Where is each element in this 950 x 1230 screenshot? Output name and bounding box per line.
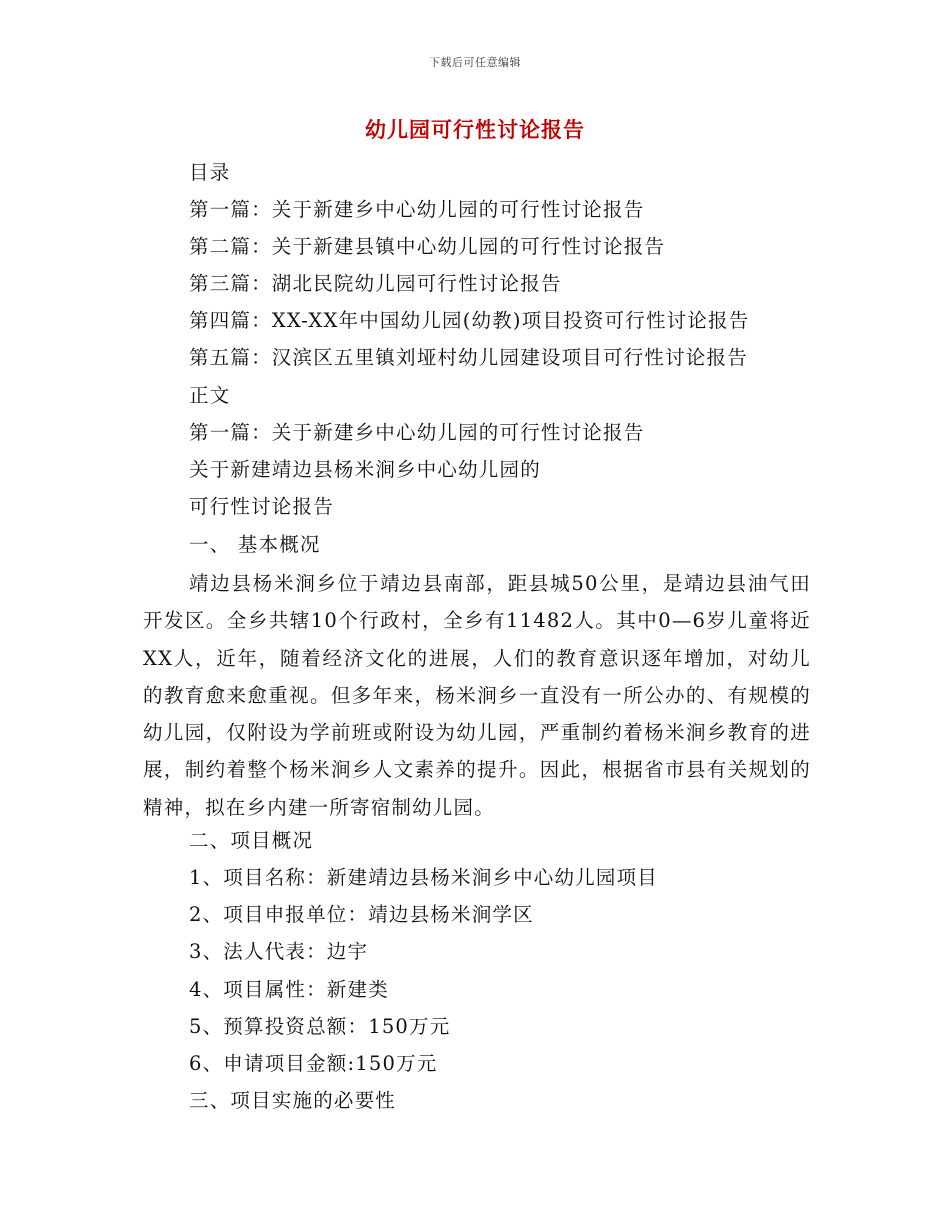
report-title-line: 关于新建靖边县杨米涧乡中心幼儿园的 (189, 458, 541, 481)
project-item: 6、申请项目金额:150万元 (189, 1052, 438, 1075)
section-paragraph: 靖边县杨米涧乡位于靖边县南部，距县城50公里，是靖边县油气田开发区。全乡共辖10个行政村，全乡有11482人。其中0—6岁儿童将近XX人，近年，随着经济文化的进展，人们的教育意识逐年增加，对幼儿的教育愈来愈重视。但多年来，杨米涧乡一直没有一所公办的、有规模的幼儿园，仅附设为学前班或附设为幼儿园，严重制约着杨米涧乡教育的进展，制约着整个杨米涧乡人文素养的提升。因此，根据省市县有关规划的精神，拟在乡内建一所寄宿制幼儿园。 (143, 572, 811, 819)
toc-heading: 目录 (189, 161, 231, 184)
header-note: 下载后可任意编辑 (429, 56, 521, 69)
document-title: 幼儿园可行性讨论报告 (365, 117, 585, 142)
toc-item: 第一篇：关于新建乡中心幼儿园的可行性讨论报告 (189, 198, 645, 221)
part-heading: 第一篇：关于新建乡中心幼儿园的可行性讨论报告 (189, 421, 645, 444)
body-heading: 正文 (189, 384, 231, 407)
section-heading: 三、项目实施的必要性 (189, 1089, 397, 1112)
toc-item: 第五篇：汉滨区五里镇刘垭村幼儿园建设项目可行性讨论报告 (189, 346, 748, 369)
project-item: 2、项目申报单位：靖边县杨米涧学区 (189, 903, 534, 926)
section-heading: 一、 基本概况 (189, 533, 321, 556)
toc-item: 第二篇：关于新建县镇中心幼儿园的可行性讨论报告 (189, 235, 666, 258)
toc-item: 第四篇：XX-XX年中国幼儿园(幼教)项目投资可行性讨论报告 (189, 309, 750, 332)
toc-item: 第三篇：湖北民院幼儿园可行性讨论报告 (189, 272, 562, 295)
project-item: 1、项目名称：新建靖边县杨米涧乡中心幼儿园项目 (189, 866, 659, 889)
report-title-line: 可行性讨论报告 (189, 495, 334, 518)
project-item: 4、项目属性：新建类 (189, 978, 389, 1001)
project-item: 5、预算投资总额：150万元 (189, 1015, 451, 1038)
project-item: 3、法人代表：边宇 (189, 940, 369, 963)
section-heading: 二、项目概况 (189, 829, 314, 852)
